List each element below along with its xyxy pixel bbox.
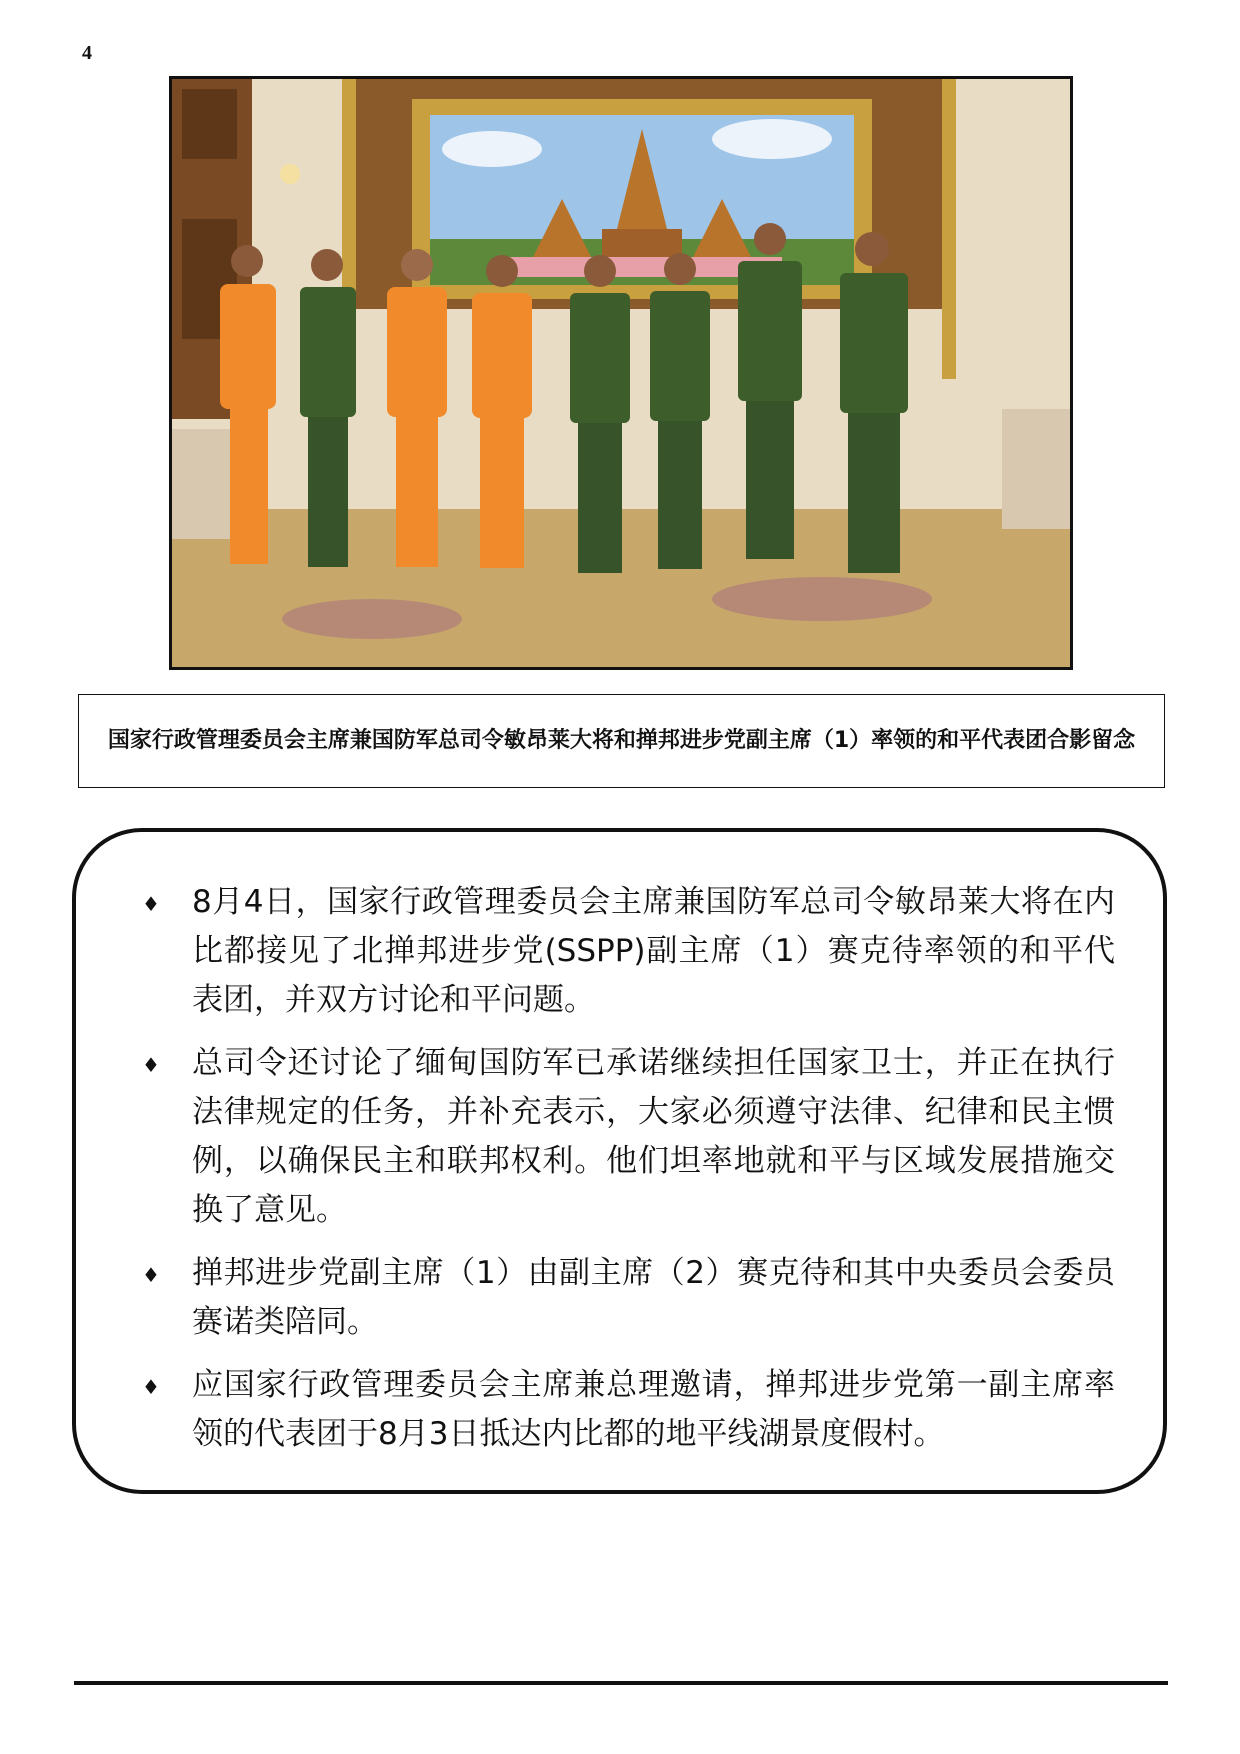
news-item-text: 总司令还讨论了缅甸国防军已承诺继续担任国家卫士，并正在执行法律规定的任务，并补充表示，大家必须遵守法律、纪律和民主惯例，以确保民主和联邦权利。他们坦率地就和平与区域发展措施交换了意见。 [192,1045,1115,1228]
news-summary-box [72,828,1167,1494]
news-item [106,1361,1115,1459]
diamond-bullet-icon: ♦ [142,1053,160,1077]
right-sofa [1002,409,1070,529]
carpet-pattern [282,599,462,639]
person-6-uniform [650,253,710,569]
person-4-robe [472,255,532,568]
person-3-robe [387,249,447,567]
news-list [106,878,1115,1459]
cloud [442,131,542,167]
photo-illustration [172,79,1070,667]
diamond-bullet-icon: ♦ [142,1375,160,1399]
diamond-bullet-icon: ♦ [142,1263,160,1287]
news-item-text: 应国家行政管理委员会主席兼总理邀请，掸邦进步党第一副主席率领的代表团于8月3日抵达内比都的地平线湖景度假村。 [192,1367,1115,1452]
person-5-uniform [570,255,630,573]
wall-lamp [280,164,300,184]
cloud [712,119,832,159]
person-7-uniform [738,223,802,559]
news-item [106,1039,1115,1235]
right-gold-pillar [942,79,956,379]
page-number: 4 [82,42,92,64]
person-2-uniform [300,249,356,567]
news-item [106,878,1115,1025]
carpet-pattern [712,577,932,621]
left-panel-carving [182,89,237,159]
person-8-uniform [840,232,908,573]
group-photo [169,76,1073,670]
photo-caption [78,694,1165,788]
news-item-text: 8月4日，国家行政管理委员会主席兼国防军总司令敏昂莱大将在内比都接见了北掸邦进步党(SSPP)副主席（1）赛克待率领的和平代表团，并双方讨论和平问题。 [192,884,1115,1018]
caption-text: 国家行政管理委员会主席兼国防军总司令敏昂莱大将和掸邦进步党副主席（1）率领的和平代表团合影留念 [107,728,1136,753]
diamond-bullet-icon: ♦ [142,892,160,916]
news-item [106,1249,1115,1347]
footer-rule [74,1681,1168,1685]
news-item-text: 掸邦进步党副主席（1）由副主席（2）赛克待和其中央委员会委员赛诺类陪同。 [192,1255,1115,1340]
